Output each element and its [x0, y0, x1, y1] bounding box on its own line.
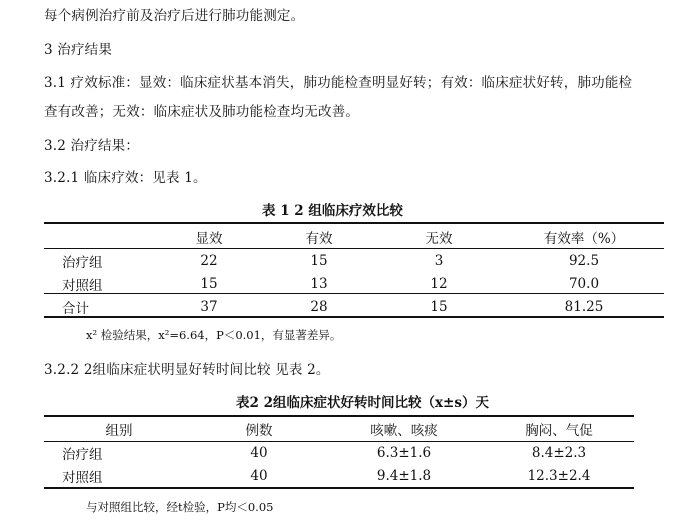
table2-cell: 对照组 — [62, 469, 103, 486]
table1-cell: 15 — [200, 275, 218, 292]
table-row — [44, 295, 664, 318]
table2-header-cell: 组别 — [105, 423, 133, 439]
table1-cell: 13 — [310, 275, 328, 292]
table1-note: x² 检验结果，x²=6.64，P＜0.01，有显著差异。 — [86, 328, 342, 342]
table2-cell: 6.3±1.6 — [376, 444, 432, 461]
table1-header-cell: 有效 — [305, 231, 333, 247]
table1-cell: 治疗组 — [62, 254, 103, 271]
table1-caption: 表 1 2 组临床疗效比较 — [262, 203, 403, 219]
paragraph-clinical-efficacy: 3.2.1 临床疗效：见表 1。 — [44, 170, 207, 186]
table-row — [44, 249, 664, 272]
table1-cell: 12 — [430, 275, 448, 292]
table1 — [44, 225, 664, 318]
table1-header-rule — [44, 248, 664, 249]
table-row — [44, 272, 664, 295]
table1-cell: 15 — [310, 252, 328, 269]
table1-cell: 92.5 — [568, 252, 600, 269]
paragraph-criteria-line2: 查有改善；无效：临床症状及肺功能检查均无改善。 — [44, 104, 360, 120]
table-row — [44, 464, 634, 487]
table1-header-cell: 有效率（%） — [543, 231, 625, 247]
table1-header-cell: 显效 — [195, 231, 223, 247]
table2-cell: 40 — [250, 444, 268, 461]
table1-cell: 81.25 — [564, 298, 604, 315]
section-heading-results: 3 治疗结果 — [44, 42, 113, 58]
table1-cell: 70.0 — [568, 275, 600, 292]
table1-cell: 15 — [430, 298, 448, 315]
table2-cell: 40 — [250, 467, 268, 484]
table2-caption: 表2 2组临床症状好转时间比较（x±s）天 — [236, 395, 489, 411]
table2-note: 与对照组比较，经t检验，P均＜0.05 — [86, 500, 274, 514]
table2-header-row — [44, 417, 634, 441]
table1-header-cell: 无效 — [425, 231, 453, 247]
table2-bottom-rule — [44, 487, 634, 489]
table1-header-row — [44, 225, 664, 249]
table1-cell: 22 — [200, 252, 218, 269]
table1-cell: 28 — [310, 298, 328, 315]
table1-cell: 对照组 — [62, 277, 103, 294]
table1-bottom-rule — [44, 316, 664, 318]
table1-total-rule — [44, 293, 664, 294]
table1-top-rule — [44, 222, 664, 224]
paragraph-symptom-time: 3.2.2 2组临床症状明显好转时间比较 见表 2。 — [44, 362, 330, 378]
table2-header-cell: 咳嗽、咳痰 — [370, 423, 438, 439]
table-row — [44, 441, 634, 464]
paragraph-intro: 每个病例治疗前及治疗后进行肺功能测定。 — [44, 8, 305, 24]
table2-header-cell: 例数 — [245, 423, 273, 439]
table2 — [44, 417, 634, 487]
table1-cell: 37 — [200, 298, 218, 315]
paragraph-results-heading: 3.2 治疗结果： — [44, 138, 140, 154]
table2-cell: 治疗组 — [62, 446, 103, 463]
table1-header-cell — [44, 225, 154, 249]
table2-header-cell: 胸闷、气促 — [525, 423, 593, 439]
paragraph-criteria-line1: 3.1 疗效标准：显效：临床症状基本消失，肺功能检查明显好转；有效：临床症状好转，肺功能检 — [44, 75, 633, 91]
table1-cell: 合计 — [62, 300, 89, 317]
table2-cell: 9.4±1.8 — [376, 467, 432, 484]
table2-cell: 12.3±2.4 — [527, 467, 591, 484]
table2-cell: 8.4±2.3 — [531, 444, 587, 461]
table2-header-rule — [44, 441, 634, 442]
table1-cell: 3 — [434, 252, 444, 269]
